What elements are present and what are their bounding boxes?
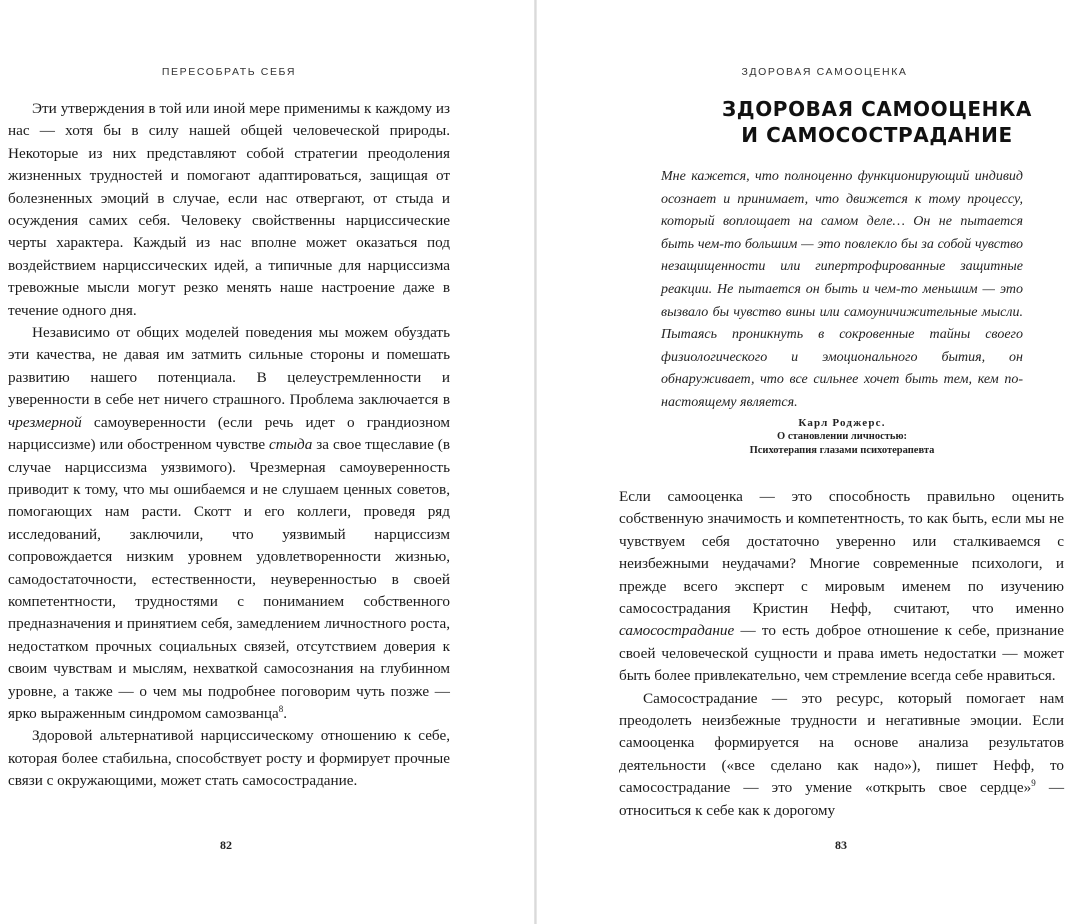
attribution-book: О становлении личностью: (777, 431, 907, 442)
emphasis: чрезмерной (8, 413, 82, 431)
chapter-title-line: ЗДОРОВАЯ САМООЦЕНКА (721, 97, 1032, 121)
paragraph: Эти утверждения в той или иной мере применимы к каждому из нас — хотя бы в силу нашей общей человеческой природы. Некоторые из них представляют собой стратегии преодоления жизненных трудностей и помогают адаптироваться, защищая от болезненных эмоций в случае, если нас отвергают, от стыда и осуждения самих себя. Человеку свойственны нарциссические черты характера. Каждый из нас вполне может оказаться под воздействием нарциссических идей, а типичные для нарциссизма тревожные мысли могут резко менять наше настроение даже в течение одного дня. (8, 100, 450, 319)
paragraph: Если самооценка — это способность правильно оценить собственную значимость и компетентность, то как быть, если мы не чувствуем себя достаточно уверенно или сталкиваемся с неизбежными неудачами? Многие современные психологи, и прежде всего эксперт с мировым именем по изучению самосострадания Кристин Нефф, считают, что именно самосострадание — то есть доброе отношение к себе, признание своей человеческой сущности и права иметь недостатки — может быть более привлекательно, чем стремление всегда себе нравиться. (619, 488, 1064, 685)
epigraph: Мне кажется, что полноценно функционирующий индивид осознает и принимает, что движется к тому процессу, который воплощает на самом деле… Он не пытается быть чем-то большим — это повлекло бы за собой чувство незащищенности или гипертрофированные защитные реакции. Не пытается он быть и чем-то меньшим — это вызвало бы чувство вины или самоуничижительные мысли. Пытаясь проникнуть в сокровенные тайны своего физиологического и эмоционального бытия, он обнаруживает, что все сильнее хочет быть тем, кем по-настоящему является. (661, 169, 1023, 410)
chapter-title-line: И САМОСОСТРАДАНИЕ (741, 123, 1013, 147)
footnote-ref[interactable]: 9 (1031, 778, 1036, 789)
body-text (8, 98, 450, 793)
chapter-title (657, 96, 1072, 148)
running-head: ЗДОРОВАЯ САМООЦЕНКА (741, 66, 908, 78)
paragraph: Самосострадание — это ресурс, который помогает нам преодолеть неизбежные трудности и негативные эмоции. Если самооценка формируется на основе анализа результатов деятельности («все сделано как надо»), пишет Нефф, то самосострадание — это умение «открыть свое сердце»$^9$ — относиться к себе как к дорогому (619, 689, 1065, 819)
footnote-ref[interactable]: 8 (278, 703, 284, 714)
epigraph-attribution (661, 416, 1023, 458)
attribution-author: Карл Роджерс. (798, 417, 886, 429)
paragraph: Здоровой альтернативой нарциссическому отношению к себе, которая более стабильна, способствует росту и формирует прочные связи с окружающими, может стать самосострадание. (8, 727, 450, 790)
page-number: 82 (220, 838, 232, 852)
paragraph: Независимо от общих моделей поведения мы можем обуздать эти качества, не давая им затмить сильные стороны и помешать развитию нашего потенциала. В целеустремленности и уверенности в себе нет ничего страшного. Проблема заключается в чрезмерной самоуверенности (если речь идет о грандиозном нарциссизме) или обостренном чувстве стыда за свое тщеславие (в случае нарциссизма уязвимого). Чрезмерная самоуверенность приводит к тому, что мы ошибаемся и не слушаем ценных советов, помогающих нам расти. Скотт и его коллеги, проведя ряд исследований, заключили, что уязвимый нарциссизм сопровождается низким уровнем удовлетворенности жизнью, самодостаточности, естественности, неуверенностью в своей компетентности, трудностями с пониманием собственного предназначения и принятием себя, замедлением личностного роста, недостатком прочных социальных связей, отсутствием доверия к своим чувствам и мыслям, нехваткой самосознания на глубинном уровне, а также — о чем мы подробнее поговорим чуть позже — ярко выраженным синдромом самозванца$^8$. (8, 324, 450, 722)
emphasis: стыда (269, 436, 313, 454)
running-head: ПЕРЕСОБРАТЬ СЕБЯ (161, 66, 297, 78)
emphasis: самосострадание (619, 622, 735, 640)
left-page (0, 0, 534, 924)
attribution-book: Психотерапия глазами психотерапевта (749, 445, 935, 456)
right-page (537, 0, 1072, 924)
page-number: 83 (835, 838, 847, 852)
body-text (619, 486, 1064, 822)
